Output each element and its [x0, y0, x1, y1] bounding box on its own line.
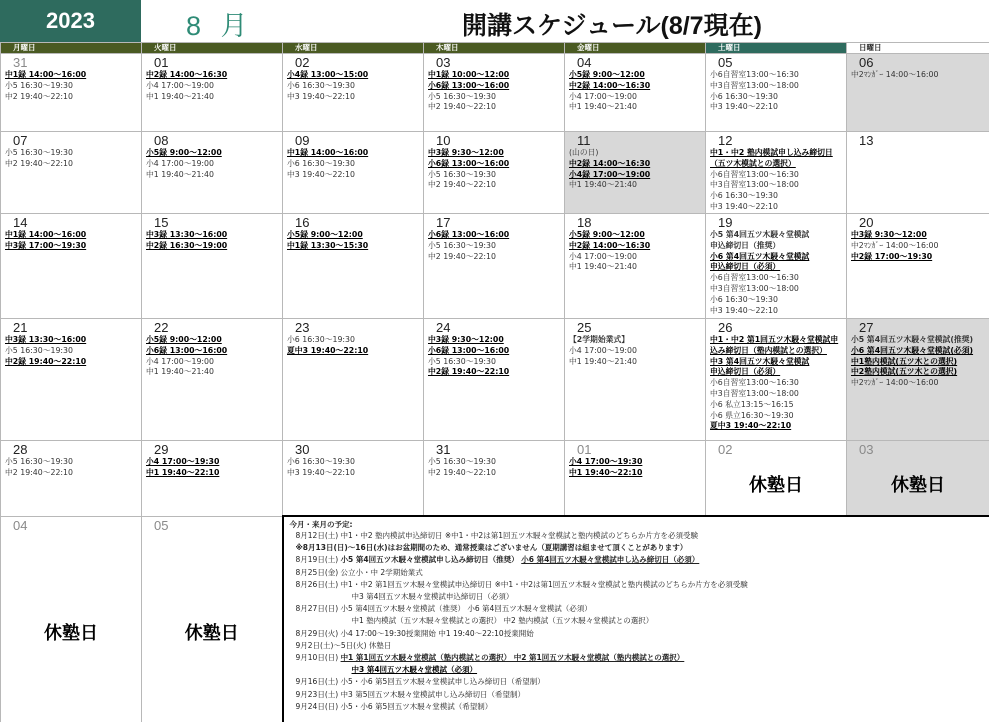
schedule-entry: 中1 19:40～21:40 — [569, 102, 637, 112]
schedule-entry: 中1 19:40～22:10 — [146, 467, 220, 477]
date-number: 24 — [436, 320, 451, 335]
calendar-day-cell — [283, 441, 424, 517]
schedule-entry: 中2 19:40～22:10 — [428, 251, 496, 261]
calendar-day-cell — [706, 132, 847, 214]
schedule-entry: 中2録 14:00～16:30 — [569, 240, 651, 250]
schedule-entry: 小5 第4回五ツ木駸々堂模試(推奨) — [851, 335, 974, 344]
notes-line-detail: 小5 第4回五ツ木駸々堂模試申し込み締切日（推奨） — [340, 555, 522, 565]
notes-line: 中3 第4回五ツ木駸々堂模試（必須） — [351, 665, 478, 675]
schedule-entry: 中1塾内模試(五ツ木との選択) — [851, 356, 958, 366]
schedule-entry: 中3録 9:30～12:00 — [428, 148, 504, 157]
schedule-entry: 中3 19:40～22:10 — [287, 467, 355, 477]
calendar-day-cell — [283, 319, 424, 441]
month-label: 8 月 — [186, 11, 254, 41]
schedule-entry: 申込締切日（必須） — [710, 367, 781, 377]
schedule-entry: 中3録 17:00～19:30 — [5, 240, 87, 250]
weekday-header: 木曜日 — [424, 43, 565, 54]
calendar-day-cell — [142, 132, 283, 214]
calendar-day-cell — [142, 441, 283, 517]
date-number: 07 — [13, 133, 28, 148]
schedule-entry: 小4 17:00～19:00 — [569, 345, 637, 355]
schedule-entry: 小6 16:30～19:30 — [287, 158, 355, 168]
date-number: 14 — [13, 215, 28, 230]
schedule-entry: 中2録 19:40～22:10 — [5, 356, 87, 366]
schedule-entry: （五ツ木模試との選択） — [710, 158, 796, 168]
weekday-header: 火曜日 — [142, 43, 283, 54]
schedule-entry: 小6自習室13:00～16:30 — [710, 70, 799, 79]
calendar-day-cell — [142, 319, 283, 441]
notes-line-detail: 中1 第1回五ツ木駸々堂模試（塾内模試との選択） 中2 第1回五ツ木駸々堂模試（塾内模試との選択） — [340, 653, 685, 663]
schedule-entry: 中1 19:40～21:40 — [146, 91, 214, 101]
notes-line: 中3 第4回五ツ木駸々堂模試申込締切日（必須） — [351, 592, 514, 602]
schedule-entry: (山の日) — [569, 148, 599, 157]
schedule-entry: 中2 19:40～22:10 — [428, 467, 496, 477]
schedule-entry: 小6録 13:00～16:00 — [428, 345, 510, 355]
schedule-entry: 中3自習室13:00～18:00 — [710, 180, 799, 190]
calendar-day-cell — [142, 54, 283, 132]
schedule-entry: 中2塾内模試(五ツ木との選択) — [851, 367, 958, 377]
calendar-day-cell — [283, 214, 424, 319]
schedule-entry: 中3録 13:30～16:00 — [5, 335, 87, 344]
calendar-day-cell — [847, 441, 989, 517]
schedule-entry: 中2録 19:40～22:10 — [428, 367, 510, 377]
calendar-day-cell — [565, 319, 706, 441]
calendar-day-cell — [424, 214, 565, 319]
calendar-day-cell — [847, 54, 989, 132]
weekday-header: 月曜日 — [1, 43, 142, 54]
schedule-entry: 小6自習室13:00～16:30 — [710, 378, 799, 388]
schedule-entry: 中3自習室13:00～18:00 — [710, 388, 799, 398]
schedule-entry: 小6 16:30～19:30 — [710, 91, 778, 101]
date-number: 03 — [859, 442, 874, 457]
schedule-entry: 中3 19:40～22:10 — [287, 169, 355, 179]
notes-heading: 今月・来月の予定: — [289, 520, 353, 529]
notes-line: 中1 塾内模試（五ツ木駸々堂模試との選択） 中2 塾内模試（五ツ木駸々堂模試との選択） — [351, 616, 654, 626]
calendar-grid — [0, 42, 989, 722]
schedule-entry: 中3 19:40～22:10 — [710, 305, 778, 315]
schedule-entry: 小4録 17:00～19:00 — [569, 169, 651, 179]
schedule-entry: 【2学期始業式】 — [569, 335, 630, 344]
date-number: 11 — [577, 133, 591, 148]
week-row — [1, 516, 989, 722]
schedule-entry: 中2ﾏﾝｶﾞｰ 14:00～16:00 — [851, 240, 939, 250]
upcoming-schedule-notes — [283, 516, 989, 722]
schedule-entry: 小4 17:00～19:00 — [146, 158, 214, 168]
date-number: 22 — [154, 320, 169, 335]
schedule-entry: 小5録 9:00～12:00 — [146, 148, 222, 157]
date-number: 05 — [154, 517, 169, 533]
schedule-entry: 中1・中2 塾内模試申し込み締切日 — [710, 148, 833, 157]
schedule-entry: 小6 16:30～19:30 — [710, 294, 778, 304]
schedule-entry: 中2録 14:00～16:30 — [569, 158, 651, 168]
year-label: 2023 — [0, 0, 141, 42]
schedule-entry: 小6録 13:00～16:00 — [428, 158, 510, 168]
schedule-entry: 中2録 14:00～16:30 — [146, 70, 228, 79]
date-number: 04 — [13, 517, 28, 533]
date-number: 06 — [859, 55, 874, 70]
schedule-entry: 小5録 9:00～12:00 — [569, 70, 645, 79]
date-number: 23 — [295, 320, 310, 335]
schedule-entry: 小6 第4回五ツ木駸々堂模試 — [710, 251, 810, 261]
schedule-entry: 中1 19:40～21:40 — [569, 180, 637, 190]
schedule-entry: 小5 16:30～19:30 — [5, 457, 73, 466]
notes-line: ※8月13日(日)～16日(水)はお盆期間のため、通常授業はございません（夏期講習は組ませて頂くことがあります） — [295, 543, 688, 553]
date-number: 02 — [718, 442, 733, 457]
schedule-entry: 小6録 13:00～16:00 — [428, 80, 510, 90]
schedule-entry: 中1録 13:30～15:30 — [287, 240, 369, 250]
calendar-day-cell — [424, 441, 565, 517]
week-row — [1, 319, 989, 441]
schedule-entry: 中2 19:40～22:10 — [5, 91, 73, 101]
date-number: 17 — [436, 215, 451, 230]
calendar-day-cell — [565, 54, 706, 132]
schedule-entry: 夏中3 19:40～22:10 — [710, 421, 792, 431]
calendar-day-cell — [1, 319, 142, 441]
date-number: 10 — [436, 133, 451, 148]
schedule-entry: 小5 第4回五ツ木駸々堂模試 — [710, 230, 810, 239]
schedule-entry: 小6 県立16:30～19:30 — [710, 410, 794, 420]
date-number: 27 — [859, 320, 874, 335]
notes-line: 9月2日(土)～5日(火) 休塾日 — [295, 640, 392, 650]
date-number: 08 — [154, 133, 169, 148]
date-number: 29 — [154, 442, 169, 457]
schedule-entry: 小4 17:00～19:00 — [146, 356, 214, 366]
schedule-entry: 中1録 14:00～16:00 — [287, 148, 369, 157]
closed-day-label: 休塾日 — [891, 475, 945, 496]
notes-line-date: 9月10日(日) — [295, 653, 341, 663]
schedule-entry: 小5 16:30～19:30 — [5, 80, 73, 90]
schedule-entry: 小6 16:30～19:30 — [287, 457, 355, 466]
schedule-entry: 小6録 13:00～16:00 — [428, 230, 510, 239]
schedule-entry: 小6 16:30～19:30 — [287, 80, 355, 90]
schedule-entry: 小4録 13:00～15:00 — [287, 70, 369, 79]
schedule-entry: 小6自習室13:00～16:30 — [710, 273, 799, 283]
schedule-entry: 小6 私立13:15～16:15 — [710, 399, 794, 409]
date-number: 19 — [718, 215, 733, 230]
notes-line: 9月24日(日) 小5・小6 第5回五ツ木駸々堂模試（希望制） — [295, 701, 493, 711]
date-number: 12 — [718, 133, 733, 148]
notes-line-date: 8月19日(土) — [295, 555, 341, 565]
schedule-entry: 中1 19:40～21:40 — [146, 169, 214, 179]
calendar-day-cell — [1, 54, 142, 132]
weekday-header: 土曜日 — [706, 43, 847, 54]
schedule-entry: 小6録 13:00～16:00 — [146, 345, 228, 355]
date-number: 03 — [436, 55, 451, 70]
schedule-entry: 夏中3 19:40～22:10 — [287, 345, 369, 355]
schedule-entry: 中2録 14:00～16:30 — [569, 80, 651, 90]
calendar-day-cell — [283, 132, 424, 214]
schedule-entry: 小6 16:30～19:30 — [710, 191, 778, 201]
schedule-entry: 小5 16:30～19:30 — [428, 457, 496, 466]
schedule-entry: 中2ﾏﾝｶﾞｰ 14:00～16:00 — [851, 70, 939, 79]
schedule-entry: 小6自習室13:00～16:30 — [710, 169, 799, 179]
calendar-day-cell — [283, 54, 424, 132]
schedule-entry: 中2録 16:30～19:00 — [146, 240, 228, 250]
schedule-entry: 中1 19:40～21:40 — [569, 356, 637, 366]
date-number: 28 — [13, 442, 28, 457]
week-row — [1, 214, 989, 319]
date-number: 31 — [436, 442, 451, 457]
calendar-day-cell — [1, 132, 142, 214]
schedule-entry: 小4 17:00～19:00 — [569, 91, 637, 101]
notes-line-detail: 小6 第4回五ツ木駸々堂模試申し込み締切日（必須） — [521, 555, 700, 565]
calendar-day-cell — [565, 441, 706, 517]
calendar-day-cell — [1, 516, 142, 722]
week-row — [1, 54, 989, 132]
schedule-entry: 中1録 14:00～16:00 — [5, 70, 87, 79]
schedule-entry: 小5録 9:00～12:00 — [287, 230, 363, 239]
schedule-entry: 小6 16:30～19:30 — [287, 335, 355, 344]
schedule-entry: 中3 第4回五ツ木駸々堂模試 — [710, 356, 810, 366]
date-number: 01 — [577, 442, 592, 457]
schedule-entry: 中3自習室13:00～18:00 — [710, 283, 799, 293]
calendar-day-cell — [565, 132, 706, 214]
schedule-entry: 小5 16:30～19:30 — [428, 356, 496, 366]
schedule-entry: 小5 16:30～19:30 — [5, 148, 73, 157]
calendar-day-cell — [424, 54, 565, 132]
schedule-entry: 小5 16:30～19:30 — [428, 240, 496, 250]
calendar-day-cell — [424, 132, 565, 214]
date-number: 20 — [859, 215, 874, 230]
schedule-entry: 申込締切日（推奨） — [710, 240, 781, 250]
schedule-entry: 小5 16:30～19:30 — [428, 169, 496, 179]
schedule-entry: 込み締切日（塾内模試との選択） — [710, 345, 827, 355]
schedule-entry: 中2 19:40～22:10 — [428, 102, 496, 112]
schedule-entry: 中2 19:40～22:10 — [5, 467, 73, 477]
schedule-entry: 小4 17:00～19:30 — [146, 457, 220, 466]
calendar-day-cell — [847, 214, 989, 319]
notes-line: 9月16日(土) 小5・小6 第5回五ツ木駸々堂模試申し込み締切日（希望制） — [295, 677, 545, 687]
schedule-entry: 小5録 9:00～12:00 — [146, 335, 222, 344]
schedule-entry: 中1 19:40～21:40 — [569, 262, 637, 272]
page-title: 開講スケジュール(8/7現在) — [462, 12, 762, 40]
weekday-header-row — [1, 43, 989, 54]
notes-line: 8月25日(金) 公立小・中 2学期始業式 — [295, 567, 423, 577]
date-number: 21 — [13, 320, 28, 335]
closed-day-label: 休塾日 — [184, 622, 239, 644]
schedule-entry: 小5 16:30～19:30 — [5, 345, 73, 355]
calendar-day-cell — [424, 319, 565, 441]
schedule-entry: 中2 19:40～22:10 — [5, 158, 73, 168]
schedule-entry: 中1・中2 第1回五ツ木駸々堂模試申 — [710, 335, 839, 344]
schedule-entry: 中3録 9:30～12:00 — [851, 230, 927, 239]
date-number: 25 — [577, 320, 592, 335]
schedule-entry: 小6 第4回五ツ木駸々堂模試(必須) — [851, 345, 974, 355]
calendar-day-cell — [142, 516, 283, 722]
schedule-entry: 中2録 17:00～19:30 — [851, 251, 933, 261]
date-number: 13 — [859, 133, 874, 148]
notes-line — [290, 652, 985, 664]
weekday-header: 金曜日 — [565, 43, 706, 54]
schedule-entry: 中3 19:40～22:10 — [710, 102, 778, 112]
date-number: 01 — [154, 55, 169, 70]
closed-day-label: 休塾日 — [749, 475, 803, 496]
closed-day-label: 休塾日 — [44, 622, 98, 644]
schedule-entry: 小4 17:00～19:30 — [569, 457, 643, 466]
calendar-day-cell — [706, 54, 847, 132]
notes-line: 8月27日(日) 小5 第4回五ツ木駸々堂模試（推奨） 小6 第4回五ツ木駸々堂模試（必須） — [295, 604, 592, 614]
schedule-entry: 中3録 9:30～12:00 — [428, 335, 504, 344]
date-number: 31 — [13, 55, 28, 70]
week-row — [1, 441, 989, 517]
notes-line — [290, 554, 985, 566]
date-number: 04 — [577, 55, 592, 70]
schedule-entry: 申込締切日（必須） — [710, 262, 781, 272]
calendar-day-cell — [1, 214, 142, 319]
date-number: 16 — [295, 215, 310, 230]
notes-line: 8月26日(土) 中1・中2 第1回五ツ木駸々堂模試申込締切日 ※中1・中2は第1回五ツ木駸々堂模試と塾内模試のどちらか片方を必須受験 — [295, 579, 748, 589]
schedule-entry: 中1録 10:00～12:00 — [428, 70, 510, 79]
date-number: 05 — [718, 55, 733, 70]
calendar-day-cell — [706, 214, 847, 319]
date-number: 02 — [295, 55, 310, 70]
schedule-entry: 中3 19:40～22:10 — [287, 91, 355, 101]
schedule-entry: 中2 19:40～22:10 — [428, 180, 496, 190]
schedule-entry: 中1 19:40～21:40 — [146, 367, 214, 377]
notes-line: 8月29日(火) 小4 17:00～19:30授業開始 中1 19:40～22:10授業開始 — [295, 628, 534, 638]
calendar-day-cell — [706, 319, 847, 441]
schedule-entry: 小5録 9:00～12:00 — [569, 230, 645, 239]
calendar-day-cell — [847, 132, 989, 214]
schedule-entry: 中2ﾏﾝｶﾞｰ 14:00～16:00 — [851, 378, 939, 388]
schedule-entry: 中1 19:40～22:10 — [569, 467, 643, 477]
schedule-entry: 中1録 14:00～16:00 — [5, 230, 87, 239]
schedule-entry: 中3自習室13:00～18:00 — [710, 80, 799, 90]
date-number: 26 — [718, 320, 733, 335]
notes-line: 8月12日(土) 中1・中2 塾内模試申込締切日 ※中1・中2は第1回五ツ木駸々堂模試と塾内模試のどちらか片方を必須受験 — [295, 531, 698, 540]
calendar-day-cell — [706, 441, 847, 517]
schedule-entry: 小5 16:30～19:30 — [428, 91, 496, 101]
calendar-day-cell — [847, 319, 989, 441]
schedule-entry: 中3録 13:30～16:00 — [146, 230, 228, 239]
schedule-entry: 中3 19:40～22:10 — [710, 201, 778, 211]
calendar-day-cell — [142, 214, 283, 319]
calendar-day-cell — [1, 441, 142, 517]
date-number: 15 — [154, 215, 169, 230]
week-row — [1, 132, 989, 214]
calendar-day-cell — [565, 214, 706, 319]
date-number: 18 — [577, 215, 592, 230]
schedule-entry: 小4 17:00～19:00 — [146, 80, 214, 90]
notes-line: 9月23日(土) 中3 第5回五ツ木駸々堂模試申し込み締切日（希望制） — [295, 689, 525, 699]
date-number: 09 — [295, 133, 310, 148]
schedule-entry: 小4 17:00～19:00 — [569, 251, 637, 261]
weekday-header: 日曜日 — [847, 43, 989, 54]
date-number: 30 — [295, 442, 310, 457]
weekday-header: 水曜日 — [283, 43, 424, 54]
